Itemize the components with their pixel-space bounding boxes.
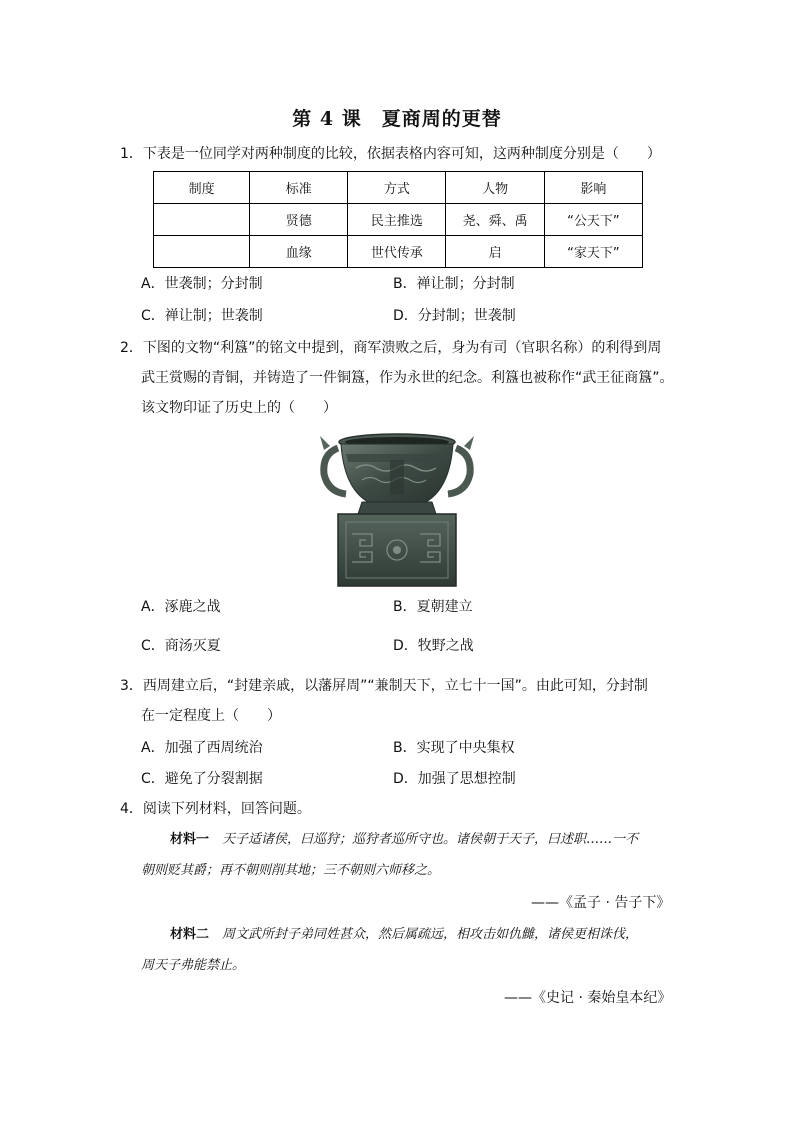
q1-option-a[interactable]: A．世袭制；分封制 xyxy=(141,276,263,292)
q3-stem-line1: 3．西周建立后，“封建亲戚，以藩屏周”“兼制天下，立七十一国”。由此可知，分封制 xyxy=(120,678,648,694)
table-cell: 贤德 xyxy=(250,204,348,236)
q1-option-d[interactable]: D．分封制；世袭制 xyxy=(393,308,516,324)
q2-option-c[interactable]: C．商汤灭夏 xyxy=(141,638,221,654)
table-cell: 血缘 xyxy=(250,236,348,268)
material-two-source: ——《史记 · 秦始皇本纪》 xyxy=(504,990,672,1006)
comparison-table xyxy=(153,171,643,268)
q2-option-a[interactable]: A．涿鹿之战 xyxy=(141,599,221,615)
table-cell: 启 xyxy=(446,236,544,268)
q2-stem-line1: 2．下图的文物“利簋”的铭文中提到，商军溃败之后，身为有司（官职名称）的利得到周 xyxy=(120,340,662,356)
q2-option-b[interactable]: B．夏朝建立 xyxy=(393,599,473,615)
q2-stem-line2: 武王赏赐的青铜，并铸造了一件铜簋，作为永世的纪念。利簋也被称作“武王征商簋”。 xyxy=(141,370,674,386)
table-cell: 世代传承 xyxy=(348,236,446,268)
table-header-cell: 标准 xyxy=(250,172,348,204)
table-header-cell: 方式 xyxy=(348,172,446,204)
material-one-text: 天子适诸侯，曰巡狩；巡狩者巡所守也。诸侯朝于天子，曰述职……一不 xyxy=(209,832,639,847)
table-header-cell: 人物 xyxy=(446,172,544,204)
material-one-source: ——《孟子 · 告子下》 xyxy=(531,895,671,911)
page-title: 第 4 课 夏商周的更替 xyxy=(292,108,502,130)
q3-option-d[interactable]: D．加强了思想控制 xyxy=(393,771,516,787)
table-row xyxy=(154,236,643,268)
material-two-text: 周文武所封子弟同姓甚众，然后属疏远，相攻击如仇雠，诸侯更相诛伐， xyxy=(209,927,639,942)
q1-option-c[interactable]: C．禅让制；世袭制 xyxy=(141,308,263,324)
material-one-line1 xyxy=(170,830,638,850)
q2-stem-line3: 该文物印证了历史上的（ ） xyxy=(141,400,337,416)
table-cell xyxy=(154,204,250,236)
q4-stem: 4．阅读下列材料，回答问题。 xyxy=(120,801,311,817)
table-cell: 尧、舜、禹 xyxy=(446,204,544,236)
q1-stem: 1．下表是一位同学对两种制度的比较，依据表格内容可知，这两种制度分别是（ ） xyxy=(120,146,661,162)
material-one-label: 材料一 xyxy=(170,832,210,847)
q2-option-d[interactable]: D．牧野之战 xyxy=(393,638,474,654)
material-two-line2: 周天子弗能禁止。 xyxy=(141,958,246,973)
material-one-line2: 朝则贬其爵；再不朝则削其地；三不朝则六师移之。 xyxy=(141,863,441,878)
q3-stem-line2: 在一定程度上（ ） xyxy=(141,708,281,724)
table-row xyxy=(154,204,643,236)
table-cell: 民主推选 xyxy=(348,204,446,236)
li-gui-bronze-vessel-image xyxy=(316,430,478,588)
q3-option-b[interactable]: B．实现了中央集权 xyxy=(393,740,515,756)
table-cell: “家天下” xyxy=(544,236,642,268)
table-cell: “公天下” xyxy=(544,204,642,236)
q3-option-a[interactable]: A．加强了西周统治 xyxy=(141,740,263,756)
table-header-cell: 影响 xyxy=(544,172,642,204)
q1-option-b[interactable]: B．禅让制；分封制 xyxy=(393,276,515,292)
material-two-line1 xyxy=(170,925,638,945)
table-header-cell: 制度 xyxy=(154,172,250,204)
material-two-label: 材料二 xyxy=(170,927,210,942)
table-header-row xyxy=(154,172,643,204)
table-cell xyxy=(154,236,250,268)
q3-option-c[interactable]: C．避免了分裂割据 xyxy=(141,771,263,787)
